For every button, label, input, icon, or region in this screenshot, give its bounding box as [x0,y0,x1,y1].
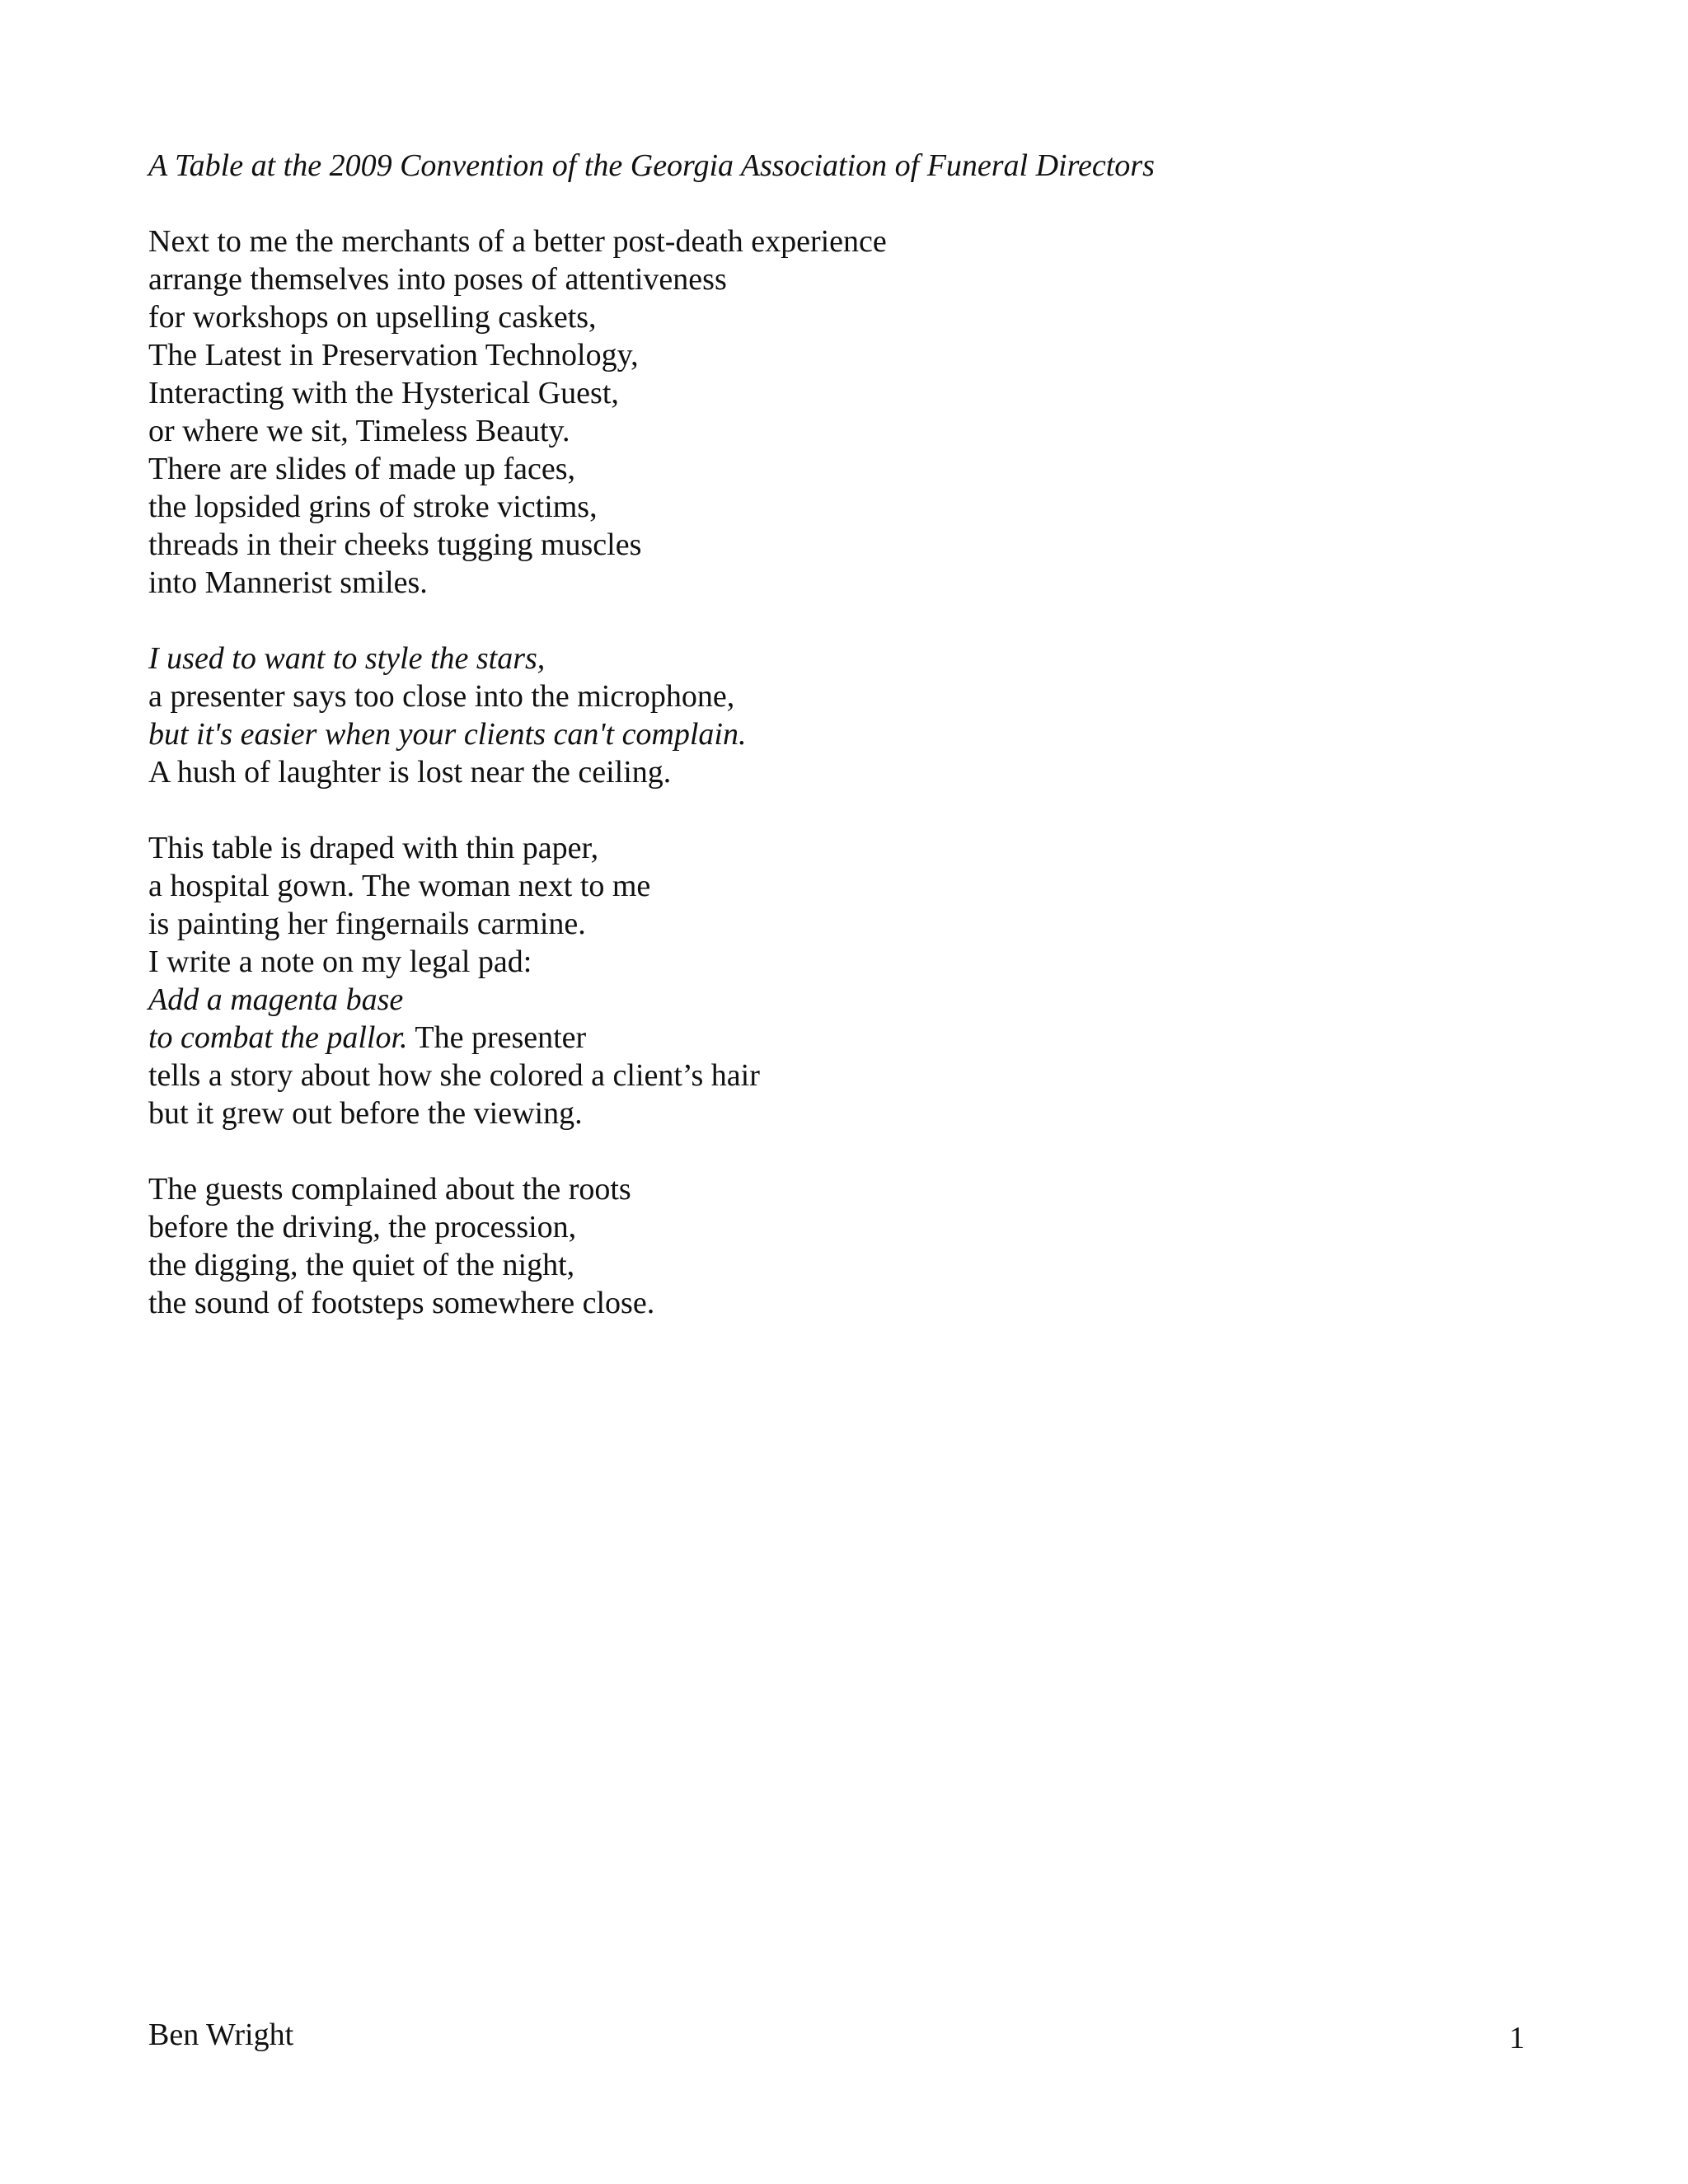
poem-line: threads in their cheeks tugging muscles [148,527,642,562]
stanza-4 [148,1170,1550,1322]
poem-line: the lopsided grins of stroke victims, [148,490,598,524]
poem-line-italic-part: to combat the pallor. [148,1020,408,1055]
poem-line: before the driving, the procession, [148,1210,577,1244]
poem-line: is painting her fingernails carmine. [148,907,586,941]
poem-line: This table is draped with thin paper, [148,831,599,865]
poem-line: Interacting with the Hysterical Guest, [148,376,619,410]
stanza-2 [148,640,1550,791]
poem-title: A Table at the 2009 Convention of the Georgia Association of Funeral Directors [148,148,1155,183]
footer-author: Ben Wright [148,2018,294,2052]
poem-line: a hospital gown. The woman next to me [148,869,651,903]
page-number: 1 [1509,2021,1525,2055]
poem-line-italic: Add a magenta base [148,982,404,1017]
poem-line-roman-part: The presenter [415,1020,587,1055]
poem-line-mixed [148,1019,1550,1057]
poem-line: for workshops on upselling caskets, [148,300,597,335]
poem-line: tells a story about how she colored a client’s hair [148,1058,760,1093]
poem-line: into Mannerist smiles. [148,565,428,600]
poem-line: a presenter says too close into the microphone, [148,679,735,714]
poem-line: the digging, the quiet of the night, [148,1248,575,1282]
poem-line: Next to me the merchants of a better post-death experience [148,224,887,259]
poem-line: but it grew out before the viewing. [148,1096,583,1131]
poem-line: arrange themselves into poses of attentiveness [148,262,727,297]
stanza-3 [148,829,1550,1132]
stanza-1 [148,223,1550,602]
poem-line: the sound of footsteps somewhere close. [148,1286,655,1320]
poem-line: There are slides of made up faces, [148,452,576,486]
poem-line-italic: but it's easier when your clients can't complain. [148,717,747,752]
poem-line: A hush of laughter is lost near the ceiling. [148,755,672,790]
poem-line: or where we sit, Timeless Beauty. [148,414,570,448]
poem-line: The guests complained about the roots [148,1172,631,1207]
poem-line: The Latest in Preservation Technology, [148,338,639,373]
poem-line-italic: I used to want to style the stars, [148,641,546,676]
poem-line: I write a note on my legal pad: [148,944,532,979]
poem-body [148,223,1550,1360]
